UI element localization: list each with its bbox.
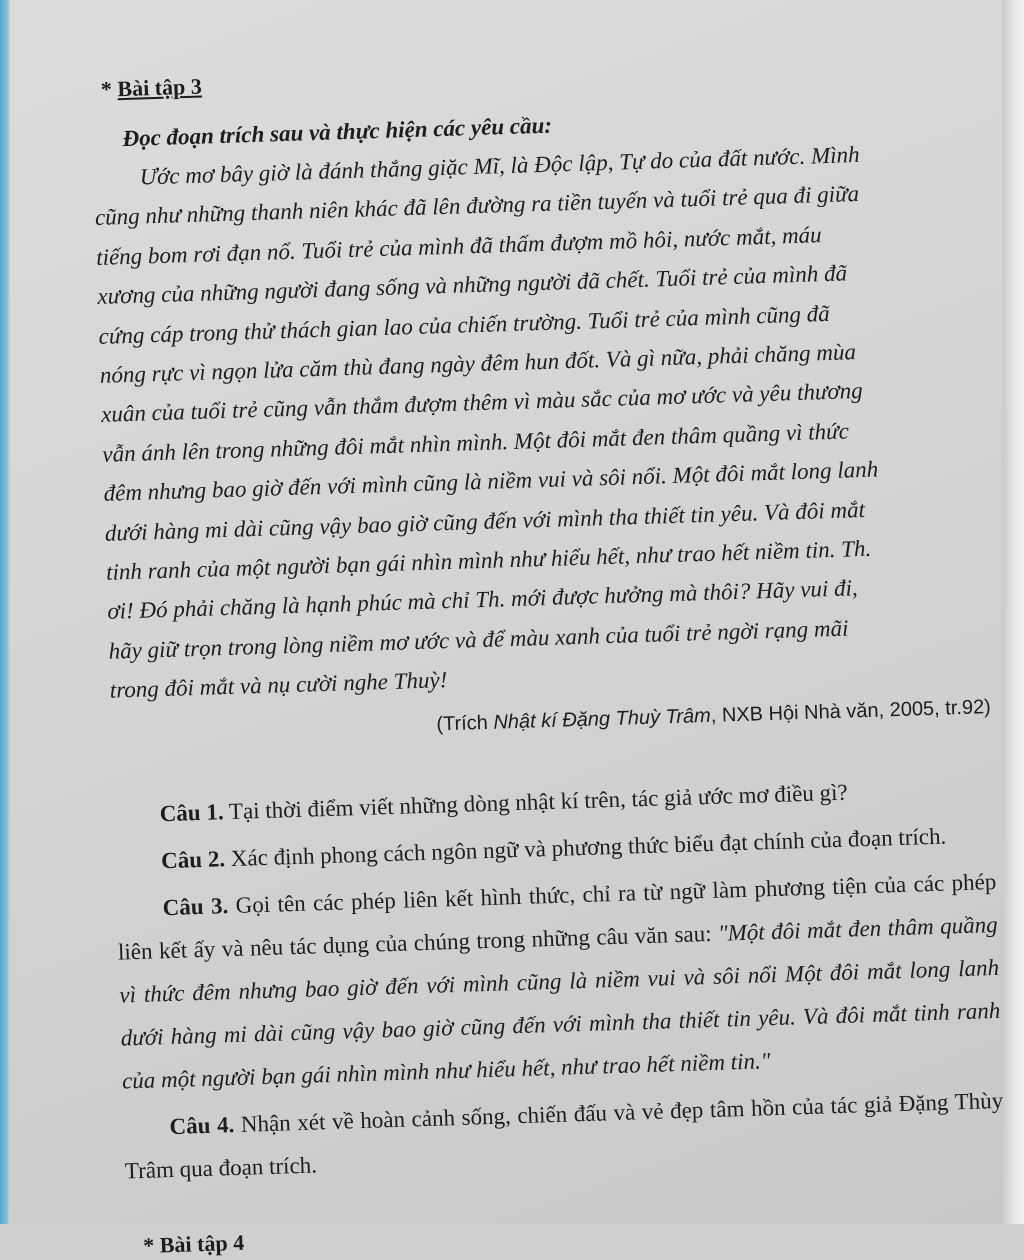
- source-prefix: (Trích: [436, 711, 494, 736]
- passage-line: vẫn ánh lên trong những đôi mắt nhìn mình. Một đôi mắt đen thâm quầng vì thức: [102, 418, 850, 467]
- question-text: Xác định phong cách ngôn ngữ và phương thức biểu đạt chính của đoạn trích.: [224, 823, 947, 872]
- exercise-instruction: Đọc đoạn trích sau và thực hiện các yêu cầu:: [122, 112, 553, 152]
- passage-line: trong đôi mắt và nụ cười nghe Thuỳ!: [109, 667, 448, 704]
- next-exercise-heading: [143, 1230, 245, 1259]
- question-label: Câu 1.: [159, 799, 224, 827]
- question-label: Câu 3.: [162, 893, 229, 921]
- passage-line: Ước mơ bây giờ là đánh thắng giặc Mĩ, là Độc lập, Tự do của đất nước. Mình: [139, 141, 860, 190]
- question-text: Gọi tên các phép liên kết hình thức, chỉ ra từ ngữ làm phương tiện của các phép liên kết ấy và nêu tác dụng của chúng trong những câu văn sau:: [117, 869, 997, 965]
- passage-line: tiếng bom rơi đạn nổ. Tuổi trẻ của mình đã thấm đượm mồ hôi, nước mắt, máu: [95, 221, 822, 270]
- passage-line: hãy giữ trọn trong lòng niềm mơ ước và để màu xanh của tuổi trẻ ngời rạng mãi: [108, 615, 849, 664]
- printed-sheet: [60, 31, 1017, 1258]
- next-exercise-title: Bài tập 4: [159, 1229, 245, 1258]
- question-text: Tại thời điểm viết những dòng nhật kí trên, tác giả ước mơ điều gì?: [223, 779, 849, 825]
- excerpt-source: [436, 696, 991, 736]
- question-label: Câu 2.: [160, 846, 226, 874]
- passage-line: cũng như những thanh niên khác đã lên đường ra tiền tuyến và tuổi trẻ qua đi giữa: [94, 181, 860, 231]
- passage-line: nóng rực vì ngọn lửa căm thù đang ngày đêm hun đốt. Và gì nữa, phải chăng mùa: [99, 339, 857, 388]
- passage-line: đêm nhưng bao giờ đến với mình cũng là niềm vui và sôi nổi. Một đôi mắt long lanh: [103, 456, 879, 507]
- passage-line: xuân của tuổi trẻ cũng vẫn thắm đượm thêm vì màu sắc của mơ ước và yêu thương: [100, 378, 864, 428]
- next-exercise-marker: *: [142, 1232, 155, 1258]
- source-suffix: , NXB Hội Nhà văn, 2005, tr.92): [710, 696, 992, 727]
- question-text: Nhận xét về hoàn cảnh sống, chiến đấu và vẻ đẹp tâm hồn của tác giả Đặng Thùy Trâm qua đoạn trích.: [124, 1087, 1004, 1184]
- page-left-edge: [0, 0, 10, 1224]
- passage-line: xương của những người đang sống và những người đã chết. Tuổi trẻ của mình đã: [97, 260, 848, 310]
- passage-line: cứng cáp trong thử thách gian lao của chiến trường. Tuổi trẻ của mình cũng đã: [98, 300, 831, 349]
- exercise-heading: [101, 74, 203, 103]
- excerpt-passage: [93, 131, 990, 710]
- passage-line: tinh ranh của một người bạn gái nhìn mình như hiểu hết, như trao hết niềm tin. Th.: [105, 535, 872, 585]
- exercise-title: Bài tập 3: [117, 73, 203, 102]
- source-title: Nhật kí Đặng Thuỳ Trâm: [493, 704, 712, 734]
- question-list: [113, 766, 1005, 1196]
- passage-line: ơi! Đó phải chăng là hạnh phúc mà chỉ Th. mới được hưởng mà thôi? Hãy vui đi,: [106, 575, 859, 625]
- question-label: Câu 4.: [169, 1112, 235, 1140]
- exercise-marker: *: [100, 76, 113, 102]
- question-3: [116, 860, 1002, 1103]
- passage-line: dưới hàng mi dài cũng vậy bao giờ cũng đến với mình tha thiết tin yêu. Và đôi mắt: [104, 496, 866, 546]
- question-quote: "Một đôi mắt đen thâm quầng vì thức đêm nhưng bao giờ đến với mình cũng là niềm vui và sôi nổi Một đôi mắt long lanh dưới hàng mi dài cũng vậy bao giờ cũng đến với mình tha thiết tin yêu. Và đôi mắt tinh ranh của một người bạn gái nhìn mình như hiểu hết, như trao hết niềm tin.": [119, 911, 1001, 1094]
